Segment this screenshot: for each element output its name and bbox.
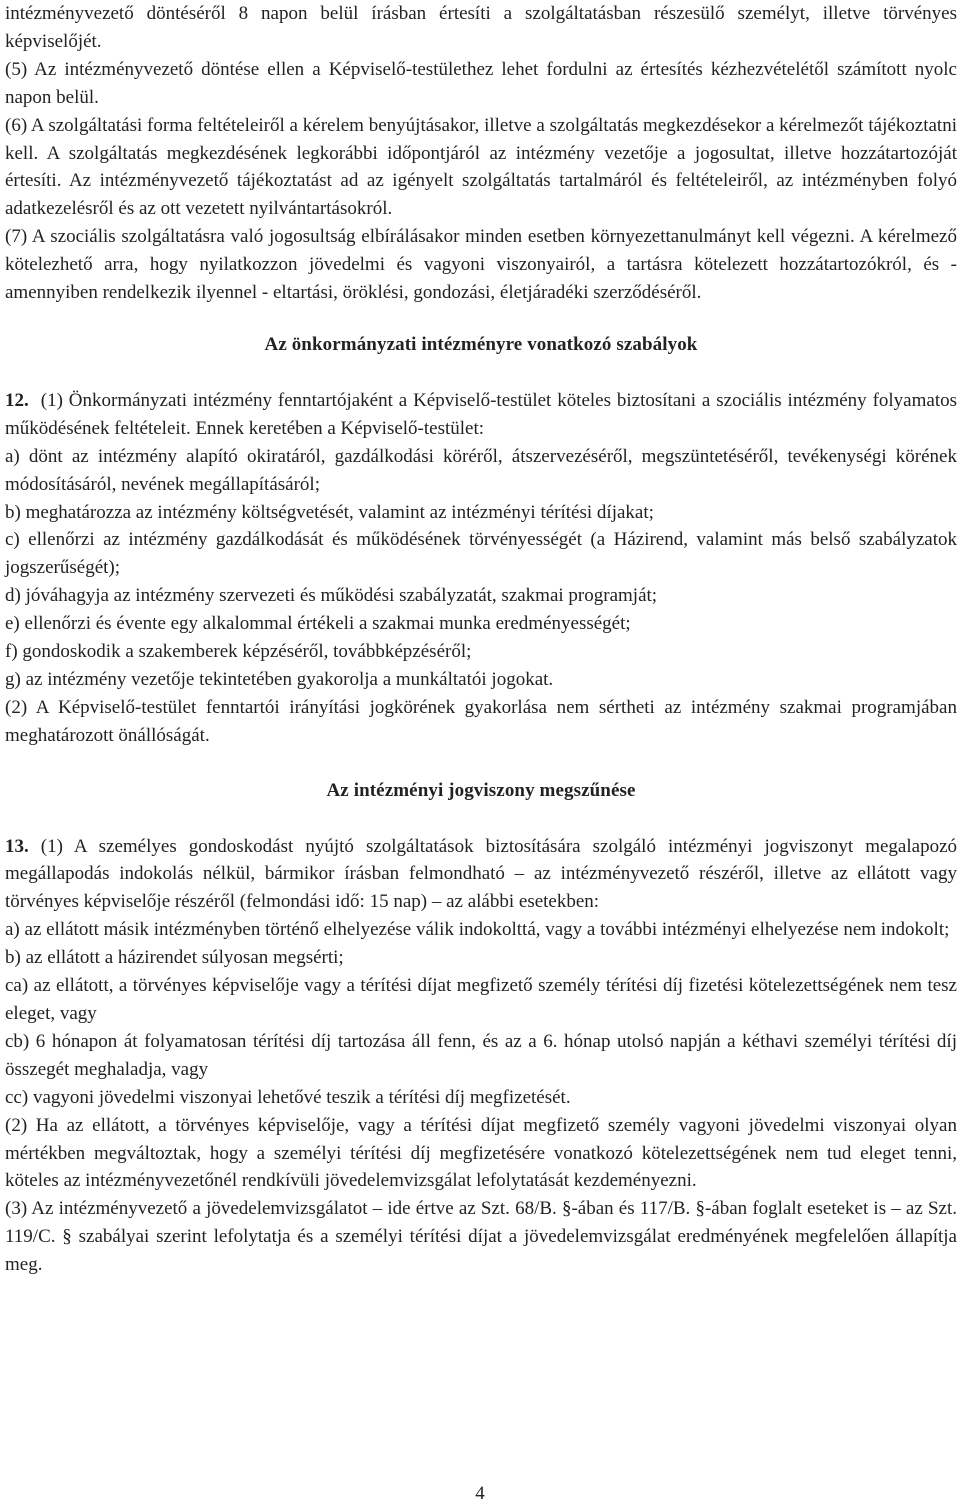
list-item: g) az intézmény vezetője tekintetében gyakorolja a munkáltatói jogokat. xyxy=(5,668,554,690)
list-item: a) dönt az intézmény alapító okiratáról, gazdálkodási köréről, átszervezéséről, megszüntetéséről, tevékenységi körének módosításáról, nevének megállapításáról; xyxy=(5,445,957,495)
list-item: e) ellenőrzi és évente egy alkalommal értékeli a szakmai munka eredményességét; xyxy=(5,613,631,635)
page-number: 4 xyxy=(475,1483,485,1504)
section-12 xyxy=(5,387,957,750)
section-number: 13. xyxy=(5,835,29,857)
section-first-paragraph xyxy=(5,387,957,443)
list-item: a) az ellátott másik intézményben történő elhelyezése válik indokolttá, vagy a további intézményi elhelyezése nem indokolt; xyxy=(5,919,950,941)
list-item: b) az ellátott a házirendet súlyosan megsérti; xyxy=(5,947,344,969)
list-item: d) jóváhagyja az intézmény szervezeti és működési szabályzatát, szakmai programját; xyxy=(5,585,658,607)
section-heading: Az intézményi jogviszony megszűnése xyxy=(326,779,636,801)
paragraph: (5) Az intézményvezető döntése ellen a Képviselő-testülethez lehet fordulni az értesítés kézhezvételétől számított nyolc napon belül. xyxy=(5,58,957,108)
list-item: (2) Ha az ellátott, a törvényes képviselője, vagy a térítési díjat megfizető személy vagyoni jövedelmi viszonyai olyan mértékben megváltoztak, hogy a személyi térítési díj megfizetésére vonatkozó kötelezettségének nem tud eleget tenni, köteles az intézményvezetőnél rendkívüli jövedelemvizsgálat lefolytatását kezdeményezni. xyxy=(5,1114,957,1192)
paragraph: (7) A szociális szolgáltatásra való jogosultság elbírálásakor minden esetben környezettanulmányt kell végezni. A kérelmező kötelezhető arra, hogy nyilatkozzon jövedelmi és vagyoni viszonyairól, a tartásra kötelezett hozzátartozókról, és - amennyiben rendelkezik ilyennel - eltartási, öröklési, gondozási, életjáradéki szerződéséről. xyxy=(5,226,957,304)
document-page xyxy=(5,0,957,1279)
section-text: (1) Önkormányzati intézmény fenntartójaként a Képviselő-testület köteles biztosítani a szociális intézmény folyamatos működésének feltételeit. Ennek keretében a Képviselő-testület: xyxy=(5,389,957,439)
section-text: (1) A személyes gondoskodást nyújtó szolgáltatások biztosítására szolgáló intézményi jogviszonyt megalapozó megállapodás indokolás nélkül, bármikor írásban felmondható – az intézményvezető részéről, illetve az ellátott vagy törvényes képviselője részéről (felmondási idő: 15 nap) – az alábbi esetekben: xyxy=(5,835,957,913)
section-number: 12. xyxy=(5,389,29,411)
list-item: f) gondoskodik a szakemberek képzéséről, továbbképzéséről; xyxy=(5,641,472,663)
section-13 xyxy=(5,833,957,1280)
paragraph: (6) A szolgáltatási forma feltételeiről a kérelem benyújtásakor, illetve a szolgáltatás megkezdésekor a kérelmezőt tájékoztatni kell. A szolgáltatás megkezdésének legkorábbi időpontjáról az intézmény vezetője a jogosultat, illetve hozzátartozóját értesíti. Az intézményvezető tájékoztatást ad az igényelt szolgáltatás tartalmáról és feltételeiről, az intézményben folyó adatkezelésről és az ott vezetett nyilvántartásokról. xyxy=(5,114,957,220)
section-heading: Az önkormányzati intézményre vonatkozó szabályok xyxy=(264,333,698,355)
section-first-paragraph xyxy=(5,833,957,917)
list-item: ca) az ellátott, a törvényes képviselője vagy a térítési díjat megfizető személy térítési díj fizetési kötelezettségének nem tesz eleget, vagy xyxy=(5,975,957,1024)
list-item: (3) Az intézményvezető a jövedelemvizsgálatot – ide értve az Szt. 68/B. §-ában és 117/B. §-ában foglalt eseteket is – az Szt. 119/C. § szabályai szerint lefolytatja és a személyi térítési díjat a jövedelemvizsgálat eredményének megfelelően állapítja meg. xyxy=(5,1198,957,1276)
list-item: cb) 6 hónapon át folyamatosan térítési díj tartozása áll fenn, és az a 6. hónap utolsó napján a kéthavi személyi térítési díj összegét meghaladja, vagy xyxy=(5,1030,957,1080)
top-block xyxy=(5,0,957,307)
list-item: c) ellenőrzi az intézmény gazdálkodását és működésének törvényességét (a Házirend, valamint más belső szabályzatok jogszerűségét); xyxy=(5,529,957,579)
list-item: (2) A Képviselő-testület fenntartói irányítási jogkörének gyakorlása nem sértheti az intézmény szakmai programjában meghatározott önállóságát. xyxy=(5,696,957,746)
paragraph: intézményvezető döntéséről 8 napon belül írásban értesíti a szolgáltatásban részesülő személyt, illetve törvényes képviselőjét. xyxy=(5,3,957,52)
list-item: cc) vagyoni jövedelmi viszonyai lehetővé teszik a térítési díj megfizetését. xyxy=(5,1086,571,1108)
list-item: b) meghatározza az intézmény költségvetését, valamint az intézményi térítési díjakat; xyxy=(5,501,654,523)
